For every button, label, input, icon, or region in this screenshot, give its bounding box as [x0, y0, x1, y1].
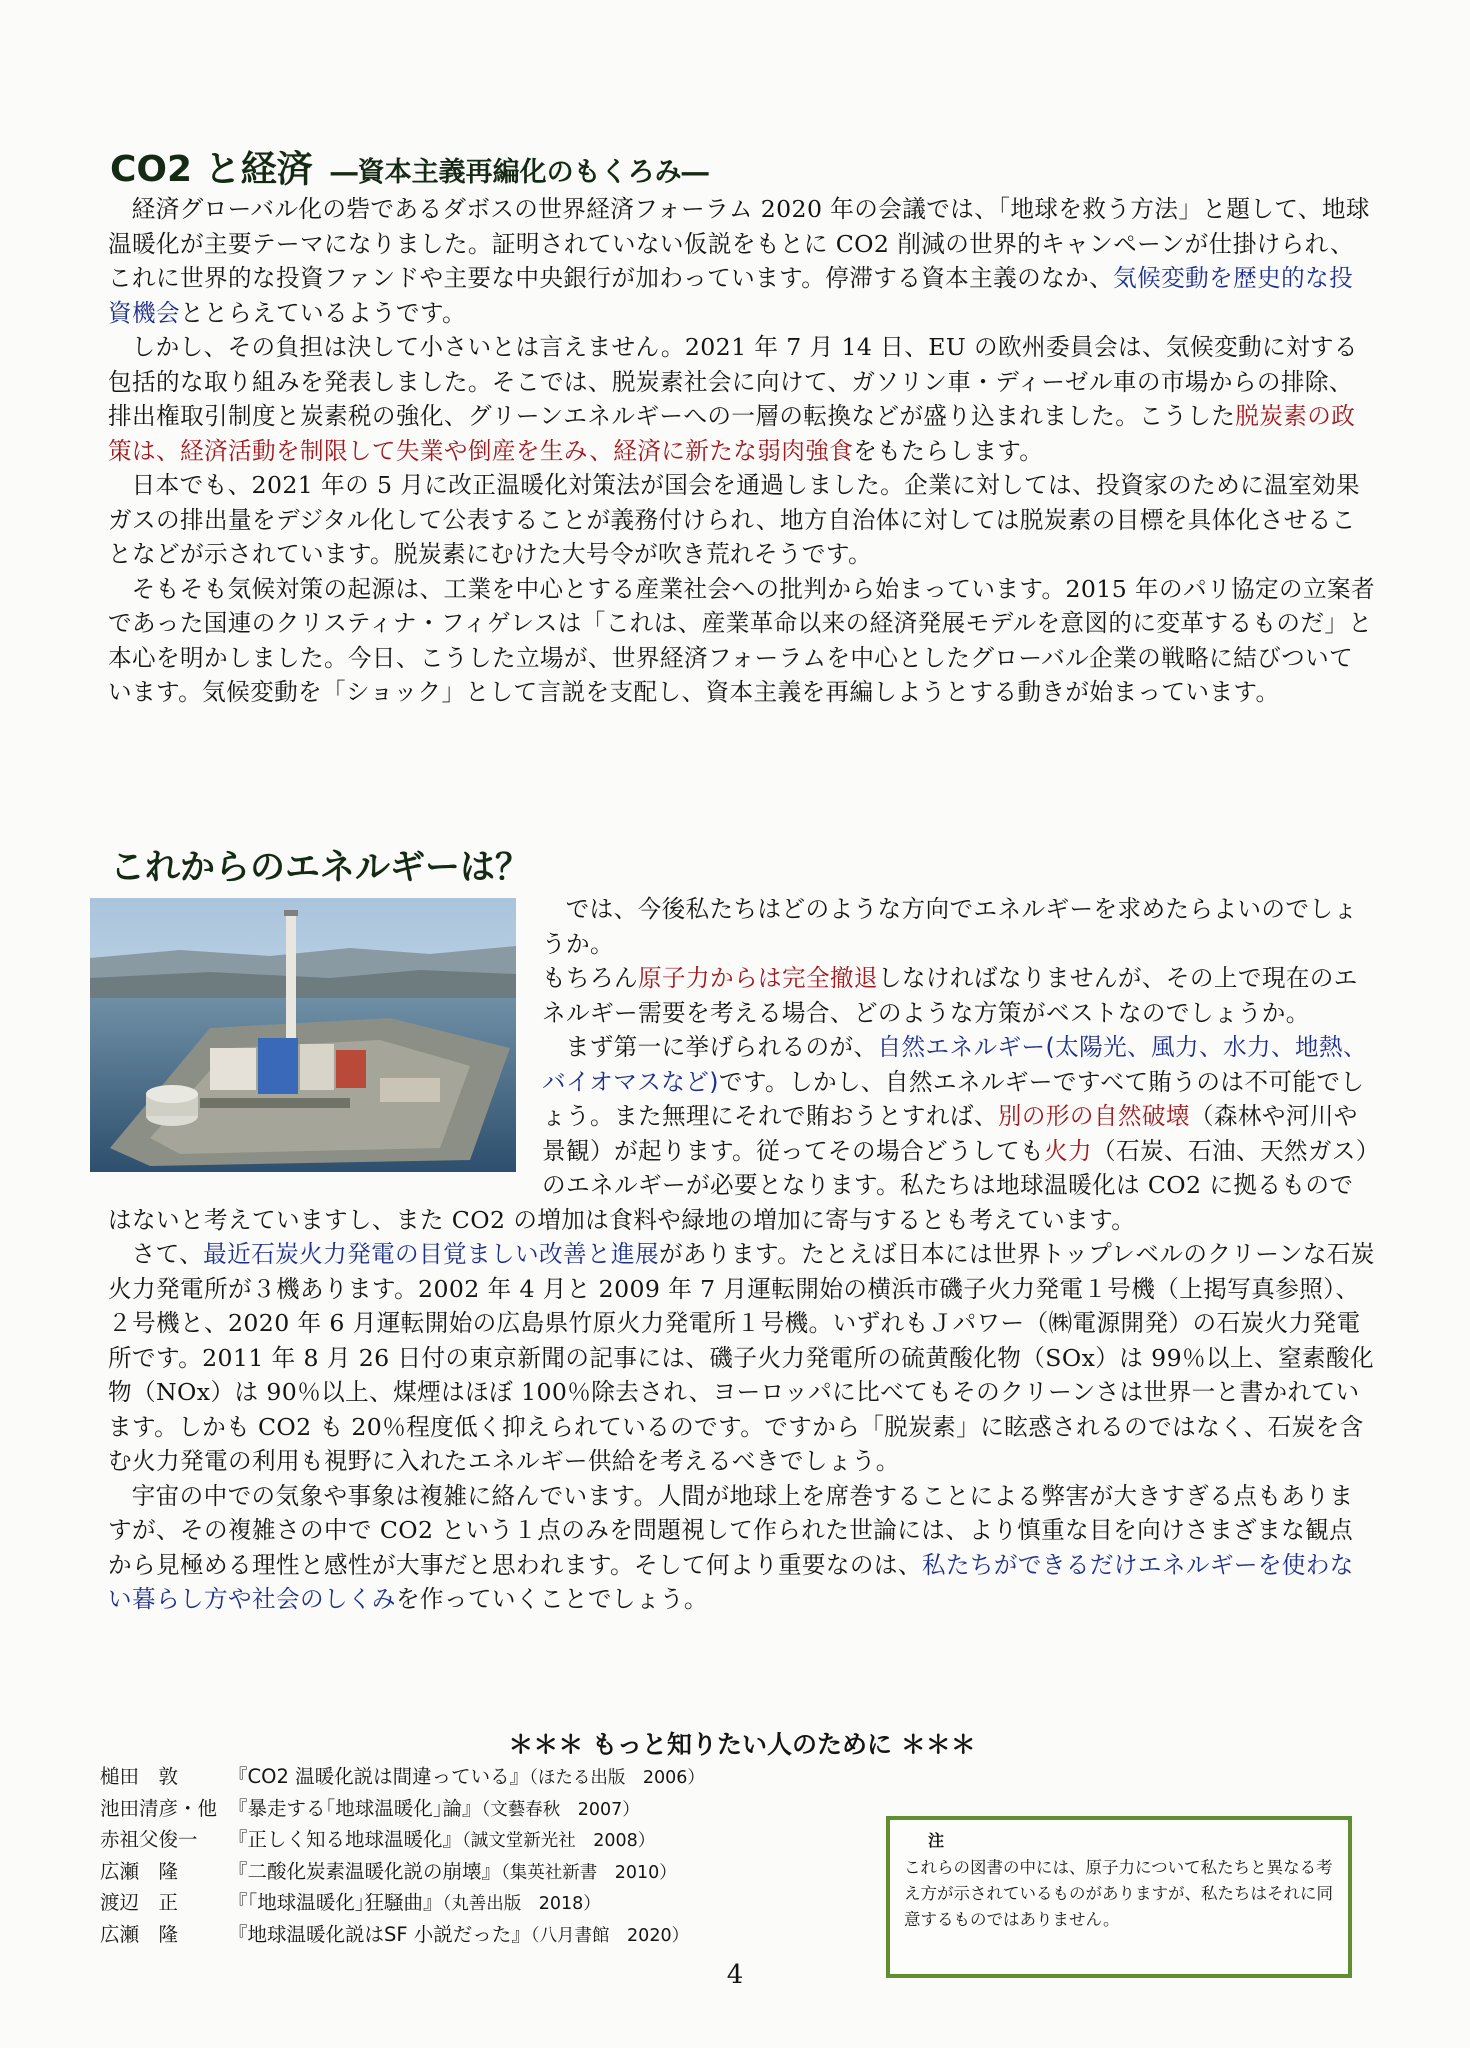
highlight-blue: 自然エネルギー(太陽光、風力、水力、地熱、バイオマスなど): [542, 1033, 1367, 1096]
highlight-blue: 気候変動を歴史的な投資機会: [108, 264, 1354, 327]
reference-book: 『二酸化炭素温暖化説の崩壊』: [228, 1859, 502, 1883]
reference-publisher: （丸善出版 2018）: [442, 1894, 601, 1914]
reference-author: 槌田 敦: [100, 1765, 179, 1788]
page-number: 4: [726, 1960, 744, 1990]
note-text: これらの図書の中には、原子力について私たちと異なる考え方が示されているものがありますが、私たちはそれに同意するものではありません。: [904, 1858, 1333, 1929]
section-subtitle: ―資本主義再編化のもくろみ―: [330, 157, 709, 188]
note-label: 注: [928, 1831, 945, 1850]
section1-body: [108, 192, 1376, 710]
note-box: [886, 1816, 1352, 1978]
paragraph: 日本でも、2021 年の 5 月に改正温暖化対策法が国会を通過しました。企業に対しては、投資家のために温室効果ガスの排出量をデジタル化して公表することが義務付けられ、地方自治体に対しては脱炭素の目標を具体化させることなどが示されています。脱炭素にむけた大号令が吹き荒れそうです。: [108, 471, 1361, 568]
highlight-red: 火力: [1043, 1136, 1092, 1165]
list-item: [100, 1920, 840, 1952]
reference-author: 池田清彦・他: [100, 1796, 218, 1820]
section-title-co2-economy: [110, 141, 709, 192]
reference-publisher: （ほたる出版 2006）: [529, 1768, 705, 1788]
reference-publisher: （文藝春秋 2007）: [481, 1799, 640, 1820]
references-title: ＊＊＊ もっと知りたい人のために ＊＊＊: [508, 1730, 976, 1759]
reference-book: 『CO2 温暖化説は間違っている』: [228, 1765, 530, 1788]
reference-author: 広瀬 隆: [100, 1922, 179, 1946]
highlight-red: 脱炭素の政策は、経済活動を制限して失業や倒産を生み、経済に新たな弱肉強食: [108, 402, 1356, 465]
power-plant-photo: [90, 898, 516, 1172]
section-title-energy: これからのエネルギーは？: [110, 848, 531, 888]
list-item: [100, 1888, 840, 1920]
list-item: [100, 1825, 840, 1857]
reference-book: 『｢地球温暖化｣狂騒曲』: [228, 1891, 443, 1914]
paragraph: さて、最近石炭火力発電の目覚ましい改善と進展があります。たとえば日本には世界トップレベルのクリーンな石炭火力発電所が３機あります。2002 年 4 月と 2009 年 7 月運転開始の横浜市磯子火力発電１号機（上掲写真参照）、２号機と、2020 年 6 月運転開始の広島県竹原火力発電所１号機。いずれもＪパワー（㈱電源開発）の石炭火力発電所です。2011 年 8 月 26 日付の東京新聞の記事には、磯子火力発電所の硫黄酸化物（SOx）は 99％以上、窒素酸化物（NOx）は 90％以上、煤煙はほぼ 100％除去され、ヨーロッパに比べてもそのクリーンさは世界一と書かれています。しかも CO2 も 20％程度低く抑えられているのです。ですから「脱炭素」に眩惑されるのではなく、石炭を含む火力発電の利用も視野に入れたエネルギー供給を考えるべきでしょう。: [108, 1240, 1375, 1475]
highlight-blue: 最近石炭火力発電の目覚ましい改善と進展: [203, 1240, 659, 1268]
highlight-red: 原子力からは完全撤退: [637, 964, 878, 992]
paragraph: では、今後私たちはどのような方向でエネルギーを求めたらよいのでしょうか。: [542, 895, 1358, 958]
list-item: [100, 1794, 840, 1826]
reference-publisher: （集英社新書 2010）: [501, 1862, 677, 1883]
paragraph: しかし、その負担は決して小さいとは言えません。2021 年 7 月 14 日、EU の欧州委員会は、気候変動に対する包括的な取り組みを発表しました。そこでは、脱炭素社会に向けて、ガソリン車・ディーゼル車の市場からの排除、排出権取引制度と炭素税の強化、グリーンエネルギーへの一層の転換などが盛り込まれました。こうした脱炭素の政策は、経済活動を制限して失業や倒産を生み、経済に新たな弱肉強食をもたらします。: [108, 333, 1358, 465]
paragraph: もちろん原子力からは完全撤退しなければなりませんが、その上で現在のエネルギー需要を考える場合、どのような方策がベストなのでしょうか。: [542, 964, 1358, 1027]
section-title-main: CO2 と経済: [110, 149, 313, 190]
reference-author: 渡辺 正: [100, 1891, 179, 1914]
section2-body: [108, 892, 1376, 1617]
reference-book: 『地球温暖化説はSF 小説だった』: [228, 1922, 531, 1946]
paragraph: 経済グローバル化の砦であるダボスの世界経済フォーラム 2020 年の会議では、「地球を救う方法」と題して、地球温暖化が主要テーマになりました。証明されていない仮説をもとに CO2 削減の世界的キャンペーンが仕掛けられ、これに世界的な投資ファンドや主要な中央銀行が加わっています。停滞する資本主義のなか、気候変動を歴史的な投資機会ととらえているようです。: [108, 195, 1370, 327]
reference-publisher: （誠文堂新光社 2008）: [462, 1831, 656, 1851]
paragraph: まず第一に挙げられるのが、自然エネルギー(太陽光、風力、水力、地熱、バイオマスなど)です。しかし、自然エネルギーですべて賄うのは不可能でしょう。また無理にそれで賄おうとすれば、別の形の自然破壊（森林や河川や景観）が起ります。従ってその場合どうしても火力（石炭、石油、天然ガス）のエネルギーが必要となります。私たちは地球温暖化は CO2 に拠るものではないと考えていますし、また CO2 の増加は食料や緑地の増加に寄与するとも考えています。: [108, 1033, 1369, 1234]
list-item: [100, 1762, 840, 1794]
reference-author: 広瀬 隆: [100, 1859, 179, 1883]
power-plant-image: [90, 898, 516, 1172]
paragraph: 宇宙の中での気象や事象は複雑に絡んでいます。人間が地球上を席巻することによる弊害が大きすぎる点もありますが、その複雑さの中で CO2 という１点のみを問題視して作られた世論には、より慎重な目を向けさまざまな観点から見極める理性と感性が大事だと思われます。そして何より重要なのは、私たちができるだけエネルギーを使わない暮らし方や社会のしくみを作っていくことでしょう。: [108, 1481, 1354, 1613]
paragraph: そもそも気候対策の起源は、工業を中心とする産業社会への批判から始まっています。2015 年のパリ協定の立案者であった国連のクリスティナ・フィゲレスは「これは、産業革命以来の経済発展モデルを意図的に変革するものだ」と本心を明かしました。今日、こうした立場が、世界経済フォーラムを中心としたグローバル企業の戦略に結びついています。気候変動を「ショック」として言説を支配し、資本主義を再編しようとする動きが始まっています。: [108, 574, 1375, 706]
highlight-red: 別の形の自然破壊: [997, 1102, 1190, 1130]
reference-book: 『正しく知る地球温暖化』: [228, 1828, 463, 1851]
reference-publisher: （八月書館 2020）: [530, 1925, 690, 1946]
references-list: [100, 1762, 840, 1951]
list-item: [100, 1857, 840, 1889]
reference-book: 『暴走する｢地球温暖化｣論』: [228, 1796, 482, 1820]
highlight-blue: 私たちができるだけエネルギーを使わない暮らし方や社会のしくみ: [108, 1550, 1354, 1613]
reference-author: 赤祖父俊一: [100, 1828, 198, 1851]
